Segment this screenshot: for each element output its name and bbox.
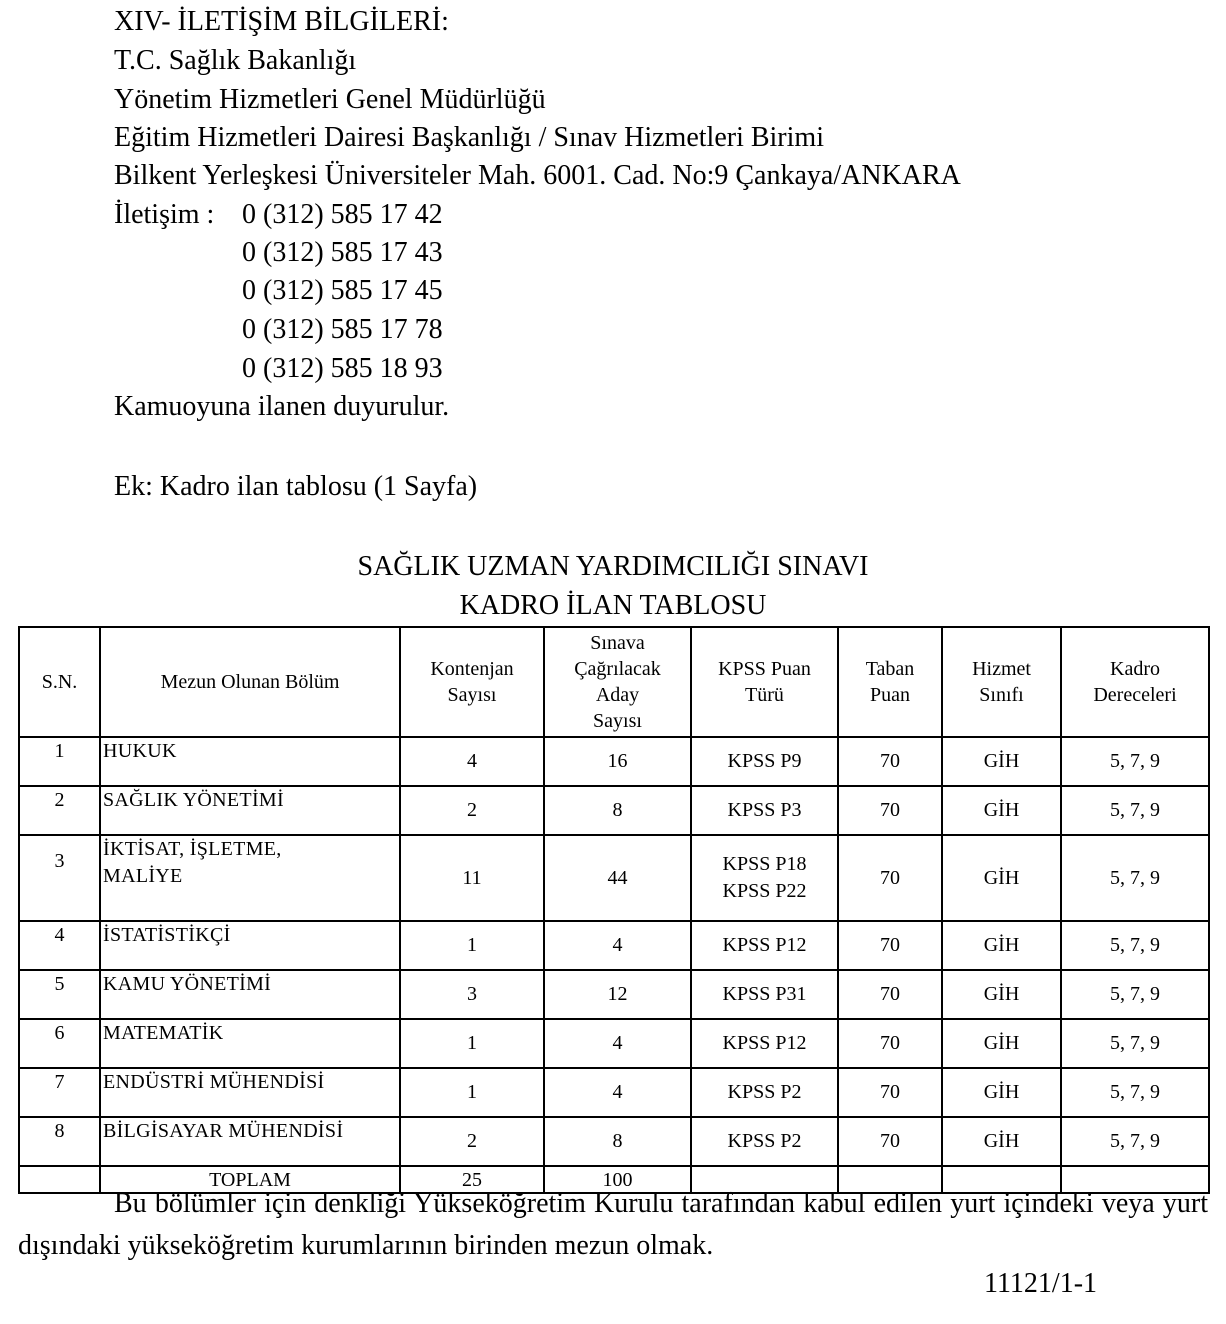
header-derece: Kadro Dereceleri: [1061, 627, 1209, 737]
cell-sn: 3: [19, 835, 100, 921]
cell-kontenjan: 1: [400, 1068, 544, 1117]
table-row: [19, 921, 1209, 970]
table-row: [19, 835, 1209, 921]
cell-sn: 7: [19, 1068, 100, 1117]
cell-taban: 70: [838, 1117, 942, 1166]
cell-sn: 2: [19, 786, 100, 835]
contact-line-department: Eğitim Hizmetleri Dairesi Başkanlığı / Sınav Hizmetleri Birimi: [114, 122, 824, 153]
table-row: [19, 737, 1209, 786]
total-aday: 100: [544, 1166, 691, 1193]
cell-kpss: KPSS P18 KPSS P22: [691, 835, 838, 921]
cell-aday: 8: [544, 1117, 691, 1166]
cell-derece: 5, 7, 9: [1061, 921, 1209, 970]
cell-kontenjan: 4: [400, 737, 544, 786]
cell-bolum: HUKUK: [100, 737, 400, 786]
cell-taban: 70: [838, 737, 942, 786]
table-header-row: [19, 627, 1209, 737]
cell-derece: 5, 7, 9: [1061, 786, 1209, 835]
contact-line-address: Bilkent Yerleşkesi Üniversiteler Mah. 6001. Cad. No:9 Çankaya/ANKARA: [114, 160, 961, 191]
cell-aday: 4: [544, 1019, 691, 1068]
cell-sn: 4: [19, 921, 100, 970]
cell-aday: 4: [544, 921, 691, 970]
table-row: [19, 1068, 1209, 1117]
cell-hizmet: GİH: [942, 786, 1061, 835]
cell-sn: 1: [19, 737, 100, 786]
cell-hizmet: GİH: [942, 1117, 1061, 1166]
cell-kpss: KPSS P9: [691, 737, 838, 786]
header-hizmet: Hizmet Sınıfı: [942, 627, 1061, 737]
cell-sn: 8: [19, 1117, 100, 1166]
cell-hizmet: GİH: [942, 1019, 1061, 1068]
cell-sn: 6: [19, 1019, 100, 1068]
cell-hizmet: GİH: [942, 1068, 1061, 1117]
cell-kontenjan: 2: [400, 1117, 544, 1166]
cell-kontenjan: 3: [400, 970, 544, 1019]
table-row: [19, 786, 1209, 835]
cell-taban: 70: [838, 1068, 942, 1117]
cell-taban: 70: [838, 970, 942, 1019]
cell-kontenjan: 2: [400, 786, 544, 835]
header-kpss: KPSS Puan Türü: [691, 627, 838, 737]
phone-label: İletişim :: [114, 199, 215, 230]
table-subtitle: KADRO İLAN TABLOSU: [459, 590, 767, 621]
kadro-table: [18, 626, 1210, 1194]
cell-taban: 70: [838, 786, 942, 835]
header-sn: S.N.: [19, 627, 100, 737]
attachment-note: Ek: Kadro ilan tablosu (1 Sayfa): [114, 471, 478, 502]
cell-kpss: KPSS P12: [691, 1019, 838, 1068]
cell-kpss: KPSS P31: [691, 970, 838, 1019]
cell-aday: 4: [544, 1068, 691, 1117]
phone-number: 0 (312) 585 17 43: [242, 237, 443, 268]
eligibility-paragraph: Bu bölümler için denkliği Yükseköğretim Kurulu tarafından kabul edilen yurt içindeki veya yurt dışındaki yükseköğretim kurumlarının birinden mezun olmak.: [18, 1188, 1208, 1261]
contact-line-ministry: T.C. Sağlık Bakanlığı: [114, 45, 357, 76]
cell-hizmet: GİH: [942, 737, 1061, 786]
phone-number: 0 (312) 585 18 93: [242, 353, 443, 384]
phone-number: 0 (312) 585 17 42: [242, 199, 443, 230]
cell-aday: 16: [544, 737, 691, 786]
cell-bolum: BİLGİSAYAR MÜHENDİSİ: [100, 1117, 400, 1166]
phone-number: 0 (312) 585 17 45: [242, 275, 443, 306]
cell-aday: 44: [544, 835, 691, 921]
cell-derece: 5, 7, 9: [1061, 1068, 1209, 1117]
contact-line-directorate: Yönetim Hizmetleri Genel Müdürlüğü: [114, 84, 546, 115]
header-kontenjan: Kontenjan Sayısı: [400, 627, 544, 737]
header-aday: Sınava Çağrılacak Aday Sayısı: [544, 627, 691, 737]
cell-aday: 8: [544, 786, 691, 835]
cell-bolum: SAĞLIK YÖNETİMİ: [100, 786, 400, 835]
cell-kontenjan: 11: [400, 835, 544, 921]
cell-bolum: İSTATİSTİKÇİ: [100, 921, 400, 970]
total-label: TOPLAM: [100, 1166, 400, 1193]
cell-kpss: KPSS P2: [691, 1117, 838, 1166]
announcement: Kamuoyuna ilanen duyurulur.: [114, 391, 450, 422]
cell-derece: 5, 7, 9: [1061, 1117, 1209, 1166]
cell-hizmet: GİH: [942, 921, 1061, 970]
cell-kontenjan: 1: [400, 1019, 544, 1068]
cell-bolum: ENDÜSTRİ MÜHENDİSİ: [100, 1068, 400, 1117]
document-reference: 11121/1-1: [984, 1268, 1098, 1299]
cell-kpss: KPSS P3: [691, 786, 838, 835]
header-taban: Taban Puan: [838, 627, 942, 737]
table-title: SAĞLIK UZMAN YARDIMCILIĞI SINAVI: [357, 551, 869, 582]
cell-hizmet: GİH: [942, 835, 1061, 921]
table-row: [19, 1117, 1209, 1166]
cell-bolum: MATEMATİK: [100, 1019, 400, 1068]
cell-taban: 70: [838, 921, 942, 970]
cell-bolum: İKTİSAT, İŞLETME, MALİYE: [100, 835, 400, 921]
cell-kpss: KPSS P2: [691, 1068, 838, 1117]
cell-taban: 70: [838, 1019, 942, 1068]
cell-bolum: KAMU YÖNETİMİ: [100, 970, 400, 1019]
cell-derece: 5, 7, 9: [1061, 737, 1209, 786]
cell-kpss: KPSS P12: [691, 921, 838, 970]
table-row: [19, 970, 1209, 1019]
total-kontenjan: 25: [400, 1166, 544, 1193]
phone-number: 0 (312) 585 17 78: [242, 314, 443, 345]
contact-heading: XIV- İLETİŞİM BİLGİLERİ:: [114, 6, 449, 37]
cell-derece: 5, 7, 9: [1061, 835, 1209, 921]
cell-derece: 5, 7, 9: [1061, 1019, 1209, 1068]
cell-sn: 5: [19, 970, 100, 1019]
cell-derece: 5, 7, 9: [1061, 970, 1209, 1019]
header-bolum: Mezun Olunan Bölüm: [100, 627, 400, 737]
cell-aday: 12: [544, 970, 691, 1019]
cell-taban: 70: [838, 835, 942, 921]
cell-hizmet: GİH: [942, 970, 1061, 1019]
cell-kontenjan: 1: [400, 921, 544, 970]
table-row: [19, 1019, 1209, 1068]
